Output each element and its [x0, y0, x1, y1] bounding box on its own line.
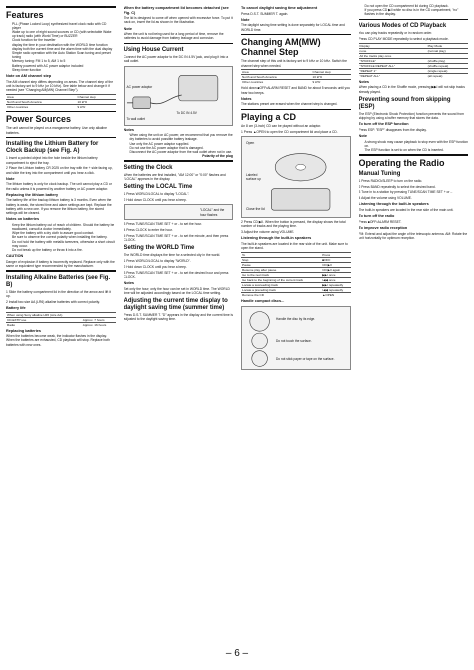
- table-cell: Go to the next track: [241, 272, 321, 277]
- list-item: • Do not hold the battery with metallic tweezers, otherwise a short circuit may occur.: [12, 240, 116, 248]
- speakers-text: The built-in speakers are located in the rear side of the main unit.: [358, 207, 454, 212]
- replace-text: The battery life of the backup lithium battery is 3 months. Even when the battery is weak, the stored time and alarm settings are kept. Replace the battery with a new one. If you remove the lithium battery, the stored settings will be cleared.: [6, 198, 112, 216]
- table-cell: CD ▶II again: [321, 267, 350, 272]
- table-cell: (all repeat): [427, 73, 468, 78]
- note-heading: Note: [241, 17, 250, 22]
- list-item: • Use only the AC power adaptor supplied.: [130, 142, 234, 146]
- list-item: • Clock function for the traveller: [12, 38, 116, 42]
- table-cell: Other countries: [241, 80, 312, 85]
- step-text: 3 Press TUNE/SCAN TIME SET + or - to set the desired hour and press CLOCK.: [123, 270, 229, 279]
- list-item: • Do not open the CD compartment lid during CD playback.: [365, 4, 469, 8]
- table-cell: Locate a preceding track: [241, 287, 321, 292]
- column-1: [6, 4, 116, 644]
- list-item: • Simple radio operation with the Auto Station Scan tuning and preset tuning: [12, 51, 116, 59]
- table-row: [6, 322, 116, 327]
- esp-heading: To turn off the ESP function: [358, 122, 409, 127]
- table-cell: When using Sony alkaline LR6 (size AA): [6, 312, 82, 317]
- speakers-heading: Listening through the built-in speakers: [358, 202, 429, 207]
- table-cell: I◀◀ once: [321, 277, 350, 282]
- table-cell: North and South America: [241, 75, 312, 80]
- list-item: • Do not break up the battery or throw it into a fire.: [12, 248, 116, 252]
- page-number: – 6 –: [225, 648, 249, 659]
- fig-label: To wall outlet: [126, 116, 145, 121]
- batt-lid-heading: When the battery compartment lid becomes detached (see Fig. C): [123, 6, 229, 15]
- table-cell: Area: [6, 94, 77, 99]
- note-am-text: The AM channel step differs depending on areas. The channel step of the unit is factory-set to 9 kHz (or 10 kHz). See table below and change it if needed (see "Changing AM(MW) Channel Step").: [6, 79, 114, 93]
- step-text: 3 Adjust the volume using VOLUME.: [241, 230, 295, 235]
- table-cell: "SHUFFLE": [359, 58, 427, 63]
- step-text: 1 Slide the battery compartment lid in the direction of the arrow and lift it up.: [6, 289, 111, 299]
- clock-heading: Setting the Clock: [123, 165, 173, 171]
- note-heading: Note: [123, 26, 132, 31]
- table-row: [6, 104, 116, 109]
- manual-page: [6, 4, 468, 644]
- notes-heading: Notes: [123, 281, 135, 286]
- step-text: 4 Press CLOCK to enter the hour.: [123, 228, 173, 233]
- table-row: [241, 292, 351, 297]
- manual-tuning-heading: Manual Tuning: [358, 170, 401, 177]
- cancel-dst-text: Press D.S.T. SUMMER T. again.: [241, 11, 289, 16]
- table-cell: Display: [359, 43, 427, 48]
- table-cell: 10 kHz: [312, 75, 351, 80]
- house-notes-list: [124, 133, 234, 154]
- table-cell: Approx. 16 hours: [82, 322, 116, 327]
- am-step-table: [6, 94, 116, 109]
- section-rule: [6, 137, 116, 139]
- alkaline-heading: Installing Alkaline Batteries (see Fig. B): [6, 274, 111, 288]
- features-heading: Features: [6, 9, 44, 20]
- table-cell: Radio: [6, 322, 82, 327]
- table-cell: Approx. 7 hours: [82, 317, 116, 322]
- clock-text: When the batteries are first installed, "AM 12:00" or "0:00" flashes and "LOCAL" appears in the display.: [123, 173, 226, 182]
- table-cell: All the tracks play once: [359, 53, 427, 58]
- step-text: 1 Press ▲OPEN to open the CD compartment lid and place a CD.: [241, 129, 338, 134]
- table-cell: ▲OPEN: [321, 292, 350, 297]
- note-text: When the unit is not being used for a long period of time, remove the batteries to avoid damage from battery leakage and corrosion.: [123, 32, 224, 41]
- table-cell: (single repeat): [427, 68, 468, 73]
- table-cell: "SHUFFLE REPEAT ALL": [359, 63, 427, 68]
- list-item: • Wake up to one of eight sound sources or CD (with selectable Wake up track) radio (with World Time) or BUZZER: [12, 30, 116, 38]
- dst-text: Press D.S.T. SUMMER T. "D" appears in the display and the current time is adjusted to the daylight saving time.: [123, 313, 233, 322]
- step-text: 2 Place the Lithium battery CR 2025 on the tray with the + side facing up, and slide the tray into the compartment until you hear a click.: [6, 166, 113, 175]
- cd-operations-table: [241, 252, 351, 297]
- table-cell: Stop: [241, 257, 321, 262]
- table-cell: North and South America: [6, 99, 77, 104]
- table-cell: Go back to the beginning of the current track: [241, 277, 321, 282]
- channel-hold-text: Hold down ■OFF•ALARM RESET and BAND for about 5 seconds until you hear two beeps.: [241, 86, 351, 95]
- table-cell: CD-EXTP use: [6, 317, 82, 322]
- list-item: • Disconnect the AC power adaptor from the wall outlet when not in use.: [130, 150, 234, 154]
- table-cell: none: [359, 48, 427, 53]
- table-row: [359, 73, 469, 78]
- table-row: [241, 80, 351, 85]
- section-rule: [241, 109, 351, 111]
- table-cell: To: [241, 252, 321, 257]
- note-heading: Note: [6, 176, 15, 181]
- section-rule: [359, 19, 469, 21]
- table-row: [241, 277, 351, 282]
- fig-label: Close the lid: [246, 207, 265, 212]
- esp-notes-list: [359, 140, 469, 153]
- turnoff-heading: To turn off the radio: [358, 214, 395, 219]
- table-cell: Channel step: [312, 70, 351, 75]
- world-text: The WORLD time displays the time for a selected city in the world.: [123, 253, 221, 258]
- listening-text: The built-in speakers are located in the rear side of the unit. Make sure to open the stand.: [241, 241, 348, 251]
- step-text: 2 Press BAND repeatedly to select the desired band.: [358, 184, 436, 189]
- list-item: • Battery powered with AC power adaptor included: [12, 64, 116, 68]
- skip-text: The ESP (Electronic Shock Protection) function prevents the sound from skipping by using a buffer memory that stores the data.: [358, 111, 464, 120]
- table-cell: Other countries: [6, 104, 77, 109]
- step-text: 1 Press WORLD/LOCAL to display "LOCAL".: [123, 192, 190, 197]
- play-modes-heading: Various Modes of CD Playback: [358, 23, 447, 30]
- fig-label: To DC IN 4.5V: [176, 110, 197, 115]
- table-cell: Area: [241, 70, 312, 75]
- table-cell: I◀◀ repeatedly: [321, 287, 350, 292]
- notes-channel-text: The stations preset are erased when the channel step is changed.: [241, 102, 338, 107]
- caution-text: Danger of explosion if battery is incorrectly replaced. Replace only with the same or equivalent type recommended by the manufacturer.: [6, 259, 115, 269]
- fig-label: Handle the disc by its edge.: [276, 316, 316, 321]
- section-rule: [6, 270, 116, 272]
- list-item: • Be sure to observe the correct polarity when installing the battery.: [12, 235, 116, 239]
- table-cell: (shuffle repeat): [427, 63, 468, 68]
- list-item: • display the time in your destination with the WORLD time function: [12, 43, 116, 47]
- disc-handling-figure: [241, 306, 351, 370]
- house-current-heading: Using House Current: [123, 47, 184, 54]
- list-item: • display both the current time and the alarm time with the dual display: [12, 47, 116, 51]
- dst-heading: Adjusting the current time display to daylight saving time (summer time): [123, 298, 228, 312]
- table-cell: 9 kHz: [312, 80, 351, 85]
- notes-heading: Notes: [358, 79, 370, 84]
- power-heading: Power Sources: [6, 114, 72, 125]
- list-item: • Wipe the battery with a dry cloth to assure good contact.: [12, 231, 116, 235]
- table-cell: 10 kHz: [77, 99, 116, 104]
- caution-heading: CAUTION: [6, 254, 24, 259]
- battery-life-heading: Battery life: [6, 306, 26, 311]
- table-cell: (normal play): [427, 48, 468, 53]
- house-text: Connect the AC power adaptor to the DC IN 4.5V jack, and plug it into a wall outlet.: [123, 55, 229, 64]
- table-cell: Remove the CD: [241, 292, 321, 297]
- world-heading: Setting the WORLD Time: [123, 245, 195, 252]
- list-item: • PLL (Phase Locked Loop) synthesized travel clock radio with CD player: [12, 22, 116, 30]
- playing-text: An 8 cm (3-inch) CD can be played without an adaptor.: [241, 124, 322, 129]
- lithium-heading: Installing the Lithium Battery for Clock Backup (see Fig. A): [6, 141, 99, 155]
- section-rule: [359, 154, 469, 156]
- list-item: • A strong shock may cause playback to stop even with the ESP function on.: [365, 140, 469, 148]
- note-heading: Note: [358, 134, 367, 138]
- cancel-dst-heading: To cancel daylight saving time adjustment: [241, 6, 318, 10]
- step-text: 4 Adjust the volume using VOLUME.: [358, 196, 412, 201]
- ac-adaptor-figure: [124, 66, 234, 126]
- table-cell: Play Mode: [427, 43, 468, 48]
- list-item: • Do not use the AC power adaptor that is damaged.: [130, 146, 234, 150]
- table-cell: ■OFF: [321, 257, 350, 262]
- table-cell: "REPEAT 1": [359, 68, 427, 73]
- channel-step-table: [241, 69, 351, 84]
- handle-heading: Handle compact discs...: [241, 298, 285, 303]
- table-cell: Press: [321, 252, 350, 257]
- improve-heading: To improve radio reception: [358, 225, 408, 230]
- column-2: [124, 4, 234, 644]
- fig-label: "LOCAL" and the hour flashes: [200, 208, 225, 217]
- esp-text: Press ESP. "ESP" disappears from the display.: [358, 127, 427, 132]
- note-text: The daylight saving time setting is done separately for LOCAL time and WORLD time.: [241, 23, 345, 32]
- channel-step-heading: Changing AM(MW) Channel Step: [241, 37, 321, 58]
- step-text: 2 Press CD ▶II. When the button is pressed, the display shows the total number of tracks and the playing time.: [241, 220, 346, 229]
- modes-text: You can play tracks repeatedly or in random order.: [358, 31, 433, 36]
- batt-lid-text: The lid is designed to come off when opened with excessive force. To put it back on, insert the lid as shown in the illustration.: [123, 16, 233, 25]
- fig-label: AC power adaptor: [126, 84, 153, 89]
- section-rule: [241, 34, 351, 36]
- section-rule: [6, 111, 116, 113]
- table-cell: Resume play after pause: [241, 267, 321, 272]
- notes-batt-list: [6, 223, 116, 252]
- polarity-caption: Polarity of the plug: [202, 154, 233, 159]
- step-text: 5 Press TUNE/SCAN TIME SET + or - to set the minute, and then press CLOCK.: [123, 234, 229, 243]
- fig-label: Do not stick paper or tape on the surface.: [276, 356, 335, 361]
- list-item: • Keep the lithium battery out of reach of children. Should the battery be swallowed, consult a doctor immediately.: [12, 223, 116, 231]
- step-text: 2 Hold down CLOCK until you hear a beep.: [123, 265, 187, 269]
- step-text: 2 Hold down CLOCK until you hear a beep.: [123, 198, 187, 203]
- features-list: [6, 22, 116, 72]
- world-notes-text: Set only the hour; only the hour can be set in WORLD time. The WORLD time will be adjusted accordingly based on the LOCAL time setting.: [123, 286, 230, 295]
- cd-notes-list: [359, 4, 469, 17]
- modes-notes-text: When placing a CD in the Shuffle mode, pressing ▶▶I will not skip tracks already played.: [358, 85, 465, 94]
- table-cell: 9 kHz: [77, 104, 116, 109]
- playing-cd-heading: Playing a CD: [241, 112, 297, 123]
- notes-heading: Notes: [241, 96, 252, 101]
- step-text: 1 Insert a pointed object into the hole beside the lithium battery compartment to eject the tray.: [6, 156, 98, 165]
- note-am-heading: Note on AM channel step: [6, 74, 52, 79]
- table-cell: ▶▶I once: [321, 272, 350, 277]
- channel-text: The channel step of this unit is factory-set to 9 kHz or 10 kHz. Switch the channel step when needed.: [241, 59, 347, 68]
- list-item: • Memory tuning: FM 1 to 5, AM 1 to 5: [12, 59, 116, 63]
- local-heading: Setting the LOCAL Time: [123, 184, 193, 191]
- replacing-text: When the batteries become weak, the indicator flashes in the display. When the batteries are exhausted, CD playback will stop. Replace both batteries with new ones.: [6, 334, 110, 347]
- step-text: 3 Press TUNE/SCAN TIME SET + or - to set the hour.: [123, 222, 203, 227]
- table-cell: CD ▶II: [321, 262, 350, 267]
- improve-text: FM: Extend and adjust the angle of the telescopic antenna. AM: Rotate the unit horizontally for optimum reception.: [358, 231, 468, 240]
- section-rule: [124, 160, 234, 162]
- notes-batt-heading: Notes on batteries: [6, 217, 40, 222]
- list-item: • If you press CD ▶II while no disc is in the CD compartment, "no" flashes in the display.: [365, 8, 469, 16]
- power-text: The unit cannot be played on a manganese battery. Use only alkaline batteries.: [6, 126, 107, 135]
- radio-heading: Operating the Radio: [358, 157, 445, 168]
- table-cell: "REPEAT ALL": [359, 73, 427, 78]
- turnoff-text: Press ■OFF•ALARM RESET.: [358, 219, 402, 224]
- modes-step: Press CD PLAY MODE repeatedly to select a playback mode.: [358, 37, 449, 41]
- play-modes-table: [359, 43, 469, 78]
- list-item: • The ESP function is set to on when the CD is inserted.: [365, 148, 469, 152]
- section-rule: [6, 6, 116, 8]
- replacing-heading: Replacing batteries: [6, 328, 42, 333]
- step-text: 1 Press WORLD/LOCAL to display "WORLD".: [123, 259, 191, 264]
- cd-load-figure: [241, 136, 351, 218]
- table-cell: (shuffle play): [427, 58, 468, 63]
- table-cell: Channel step: [77, 94, 116, 99]
- listening-heading: Listening through the built-in speakers: [241, 236, 312, 241]
- replace-heading: Replacing the lithium battery: [6, 192, 59, 197]
- step-text: 3 Tune in to a station by pressing TUNE/SCAN TIME SET + or -.: [358, 190, 453, 195]
- column-4: [359, 4, 469, 644]
- battery-life-table: [6, 312, 116, 327]
- table-cell: Pause: [241, 262, 321, 267]
- fig-label: Open: [246, 141, 255, 146]
- list-item: • Sleep timer function: [12, 68, 116, 72]
- fig-label: Labeled surface up: [246, 173, 261, 182]
- column-3: [241, 4, 351, 644]
- step-text: 1 Press RADIO•SLEEP to turn on the radio.: [358, 178, 423, 183]
- list-item: • When using the unit on AC power, we recommend that you remove the dry batteries to avoid possible battery leakage.: [130, 133, 234, 141]
- lcd-figure: [124, 204, 234, 220]
- table-cell: ▶▶I repeatedly: [321, 282, 350, 287]
- table-cell: Locate a succeeding track: [241, 282, 321, 287]
- notes-heading: Notes: [123, 127, 135, 132]
- step-text: 2 Install two size AA (LR6) alkaline batteries with correct polarity.: [6, 299, 100, 304]
- section-rule: [124, 43, 234, 45]
- fig-label: Do not touch the surface.: [276, 338, 312, 343]
- note-text: The lithium battery is only for clock backup. The unit cannot play a CD or the radio unless it is powered by another battery or AC power adaptor.: [6, 182, 112, 191]
- skip-heading: Preventing sound from skipping (ESP): [358, 96, 451, 110]
